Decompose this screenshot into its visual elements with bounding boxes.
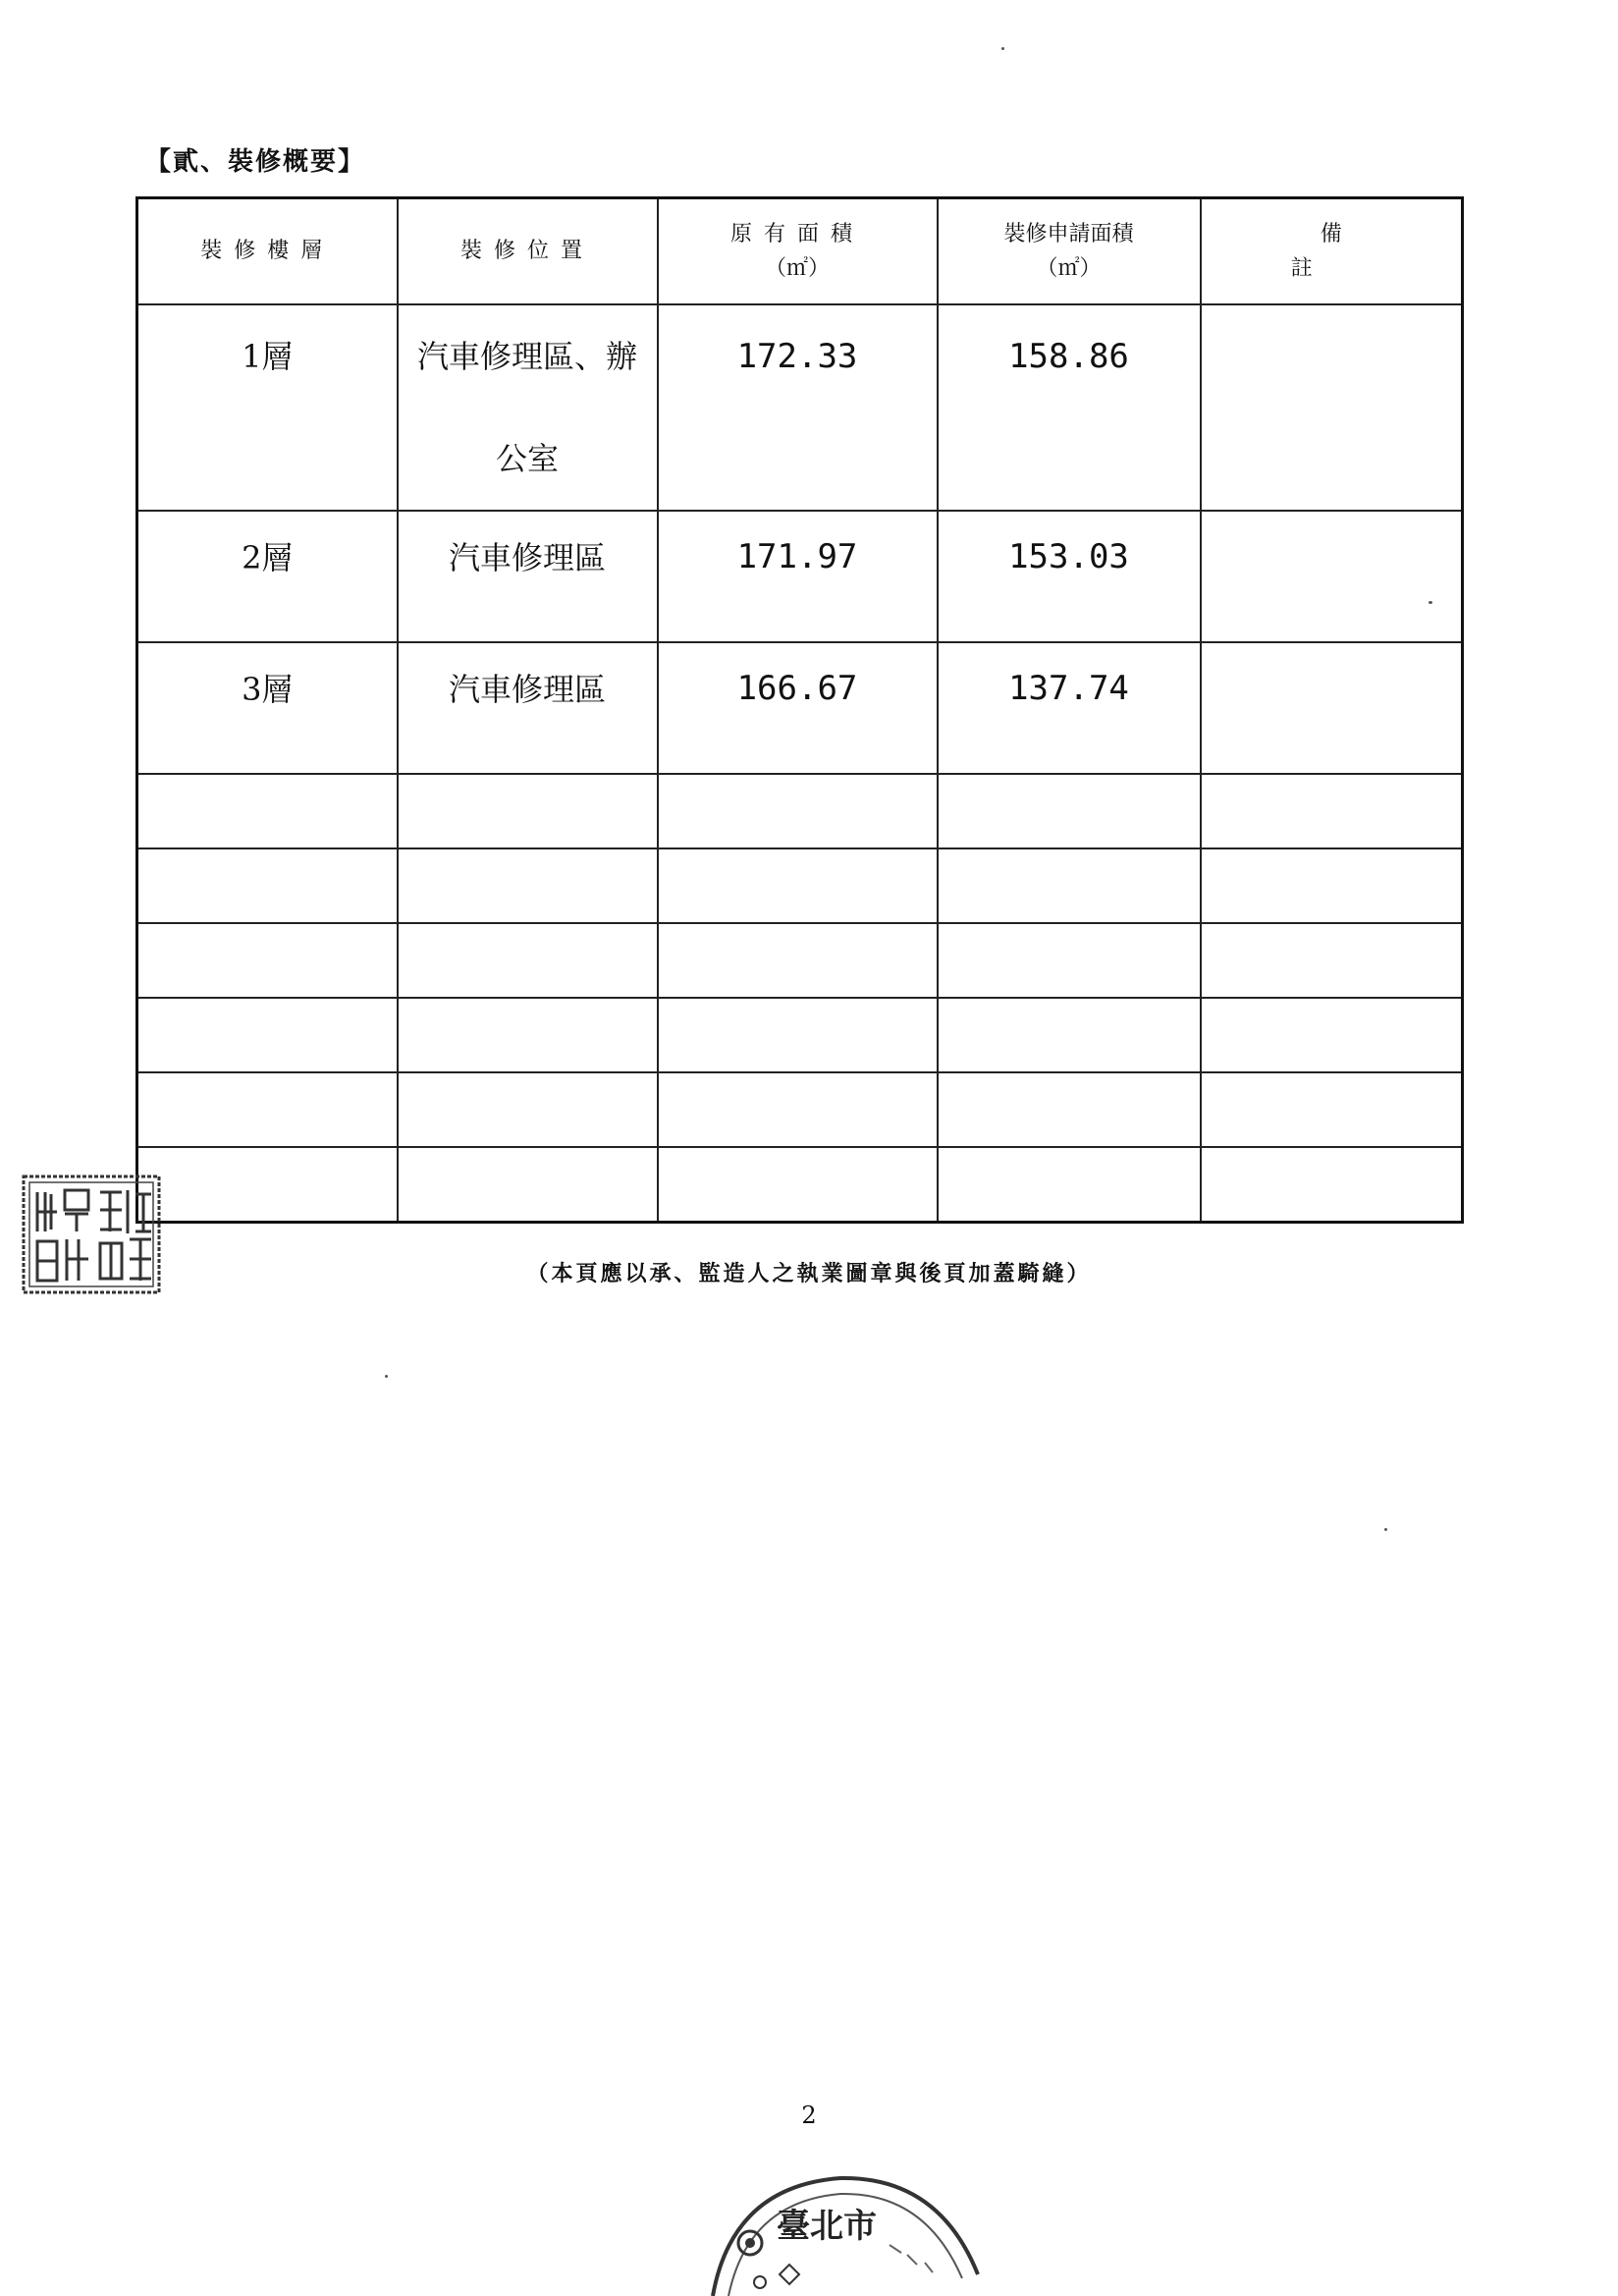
page-number: 2 xyxy=(801,2102,817,2129)
empty-cell xyxy=(658,1147,938,1223)
cell-remarks xyxy=(1201,642,1463,774)
empty-rows xyxy=(137,774,1463,1223)
empty-cell xyxy=(1201,774,1463,848)
svg-text:臺北市: 臺北市 xyxy=(777,2207,877,2246)
cell-original-area: 171.97 xyxy=(658,511,938,642)
empty-table-row xyxy=(137,998,1463,1072)
scan-speck xyxy=(1384,1528,1387,1531)
city-stamp-icon xyxy=(693,2157,988,2296)
renovation-summary-table xyxy=(135,196,1464,1224)
empty-cell xyxy=(398,774,658,848)
section-title: 【貳、裝修概要】 xyxy=(145,147,366,177)
header-floor: 裝修樓層 xyxy=(137,198,398,305)
table-row xyxy=(137,642,1463,774)
table-row xyxy=(137,304,1463,511)
empty-cell xyxy=(658,774,938,848)
empty-cell xyxy=(398,1072,658,1147)
cell-original-area: 172.33 xyxy=(658,304,938,511)
empty-cell xyxy=(658,998,938,1072)
empty-cell xyxy=(137,998,398,1072)
scan-speck xyxy=(385,1375,388,1378)
table-row xyxy=(137,511,1463,642)
cell-original-area: 166.67 xyxy=(658,642,938,774)
cell-floor: 3層 xyxy=(137,642,398,774)
header-applied-area: 裝修申請面積 （㎡） xyxy=(938,198,1201,305)
empty-cell xyxy=(137,774,398,848)
empty-cell xyxy=(137,923,398,998)
empty-table-row xyxy=(137,848,1463,923)
cell-floor: 1層 xyxy=(137,304,398,511)
empty-cell xyxy=(658,923,938,998)
header-location: 裝修位置 xyxy=(398,198,658,305)
empty-cell xyxy=(398,923,658,998)
empty-cell xyxy=(1201,1072,1463,1147)
empty-cell xyxy=(137,848,398,923)
empty-cell xyxy=(938,923,1201,998)
empty-cell xyxy=(938,848,1201,923)
cell-location: 汽車修理區 xyxy=(398,642,658,774)
empty-cell xyxy=(938,998,1201,1072)
empty-cell xyxy=(658,848,938,923)
empty-cell xyxy=(1201,1147,1463,1223)
header-original-area: 原有面積 （㎡） xyxy=(658,198,938,305)
cell-floor: 2層 xyxy=(137,511,398,642)
empty-cell xyxy=(658,1072,938,1147)
header-remarks: 備 註 xyxy=(1201,198,1463,305)
empty-cell xyxy=(398,998,658,1072)
cell-applied-area: 137.74 xyxy=(938,642,1201,774)
scan-speck xyxy=(1429,601,1432,604)
footnote: （本頁應以承、監造人之執業圖章與後頁加蓋騎縫） xyxy=(526,1261,1092,1286)
empty-cell xyxy=(938,1072,1201,1147)
cell-location: 汽車修理區 xyxy=(398,511,658,642)
cell-remarks xyxy=(1201,511,1463,642)
scan-speck xyxy=(1001,47,1004,50)
empty-cell xyxy=(137,1147,398,1223)
empty-cell xyxy=(137,1072,398,1147)
empty-table-row xyxy=(137,1072,1463,1147)
cell-location: 汽車修理區、辦 公室 xyxy=(398,304,658,511)
table-header-row xyxy=(137,198,1463,305)
cell-remarks xyxy=(1201,304,1463,511)
cell-applied-area: 158.86 xyxy=(938,304,1201,511)
empty-table-row xyxy=(137,774,1463,848)
empty-table-row xyxy=(137,1147,1463,1223)
empty-table-row xyxy=(137,923,1463,998)
empty-cell xyxy=(1201,923,1463,998)
empty-cell xyxy=(1201,848,1463,923)
empty-cell xyxy=(938,774,1201,848)
cell-applied-area: 153.03 xyxy=(938,511,1201,642)
empty-cell xyxy=(398,1147,658,1223)
empty-cell xyxy=(1201,998,1463,1072)
empty-cell xyxy=(938,1147,1201,1223)
empty-cell xyxy=(398,848,658,923)
